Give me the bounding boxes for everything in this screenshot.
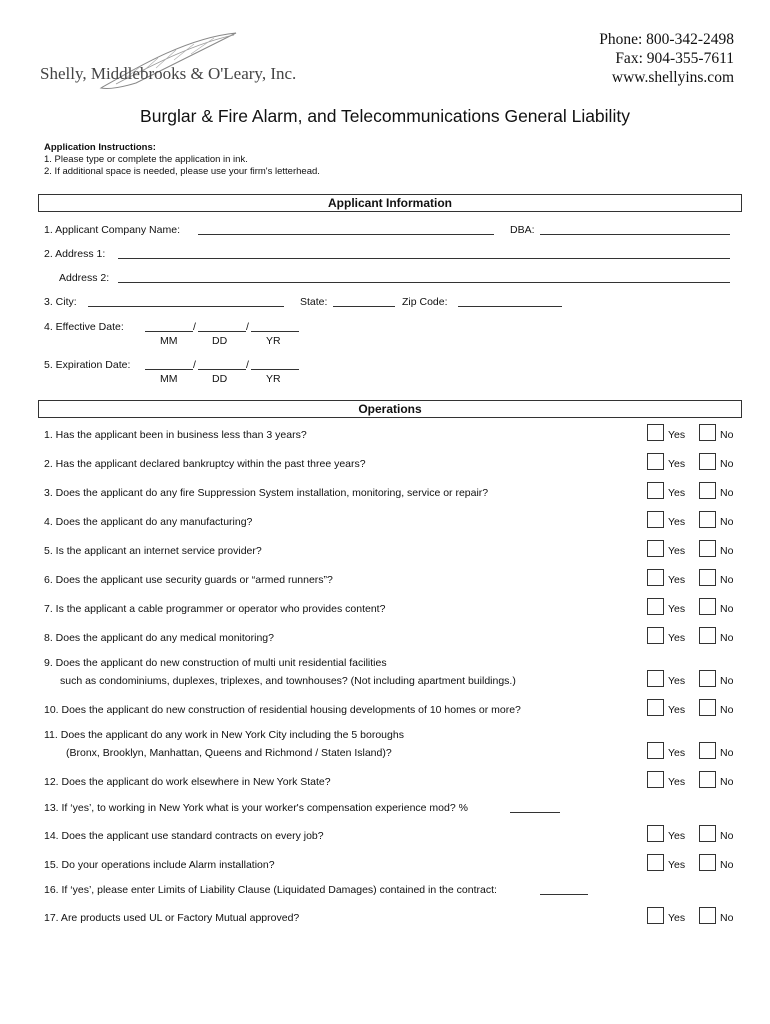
expiration-dd-field[interactable] bbox=[198, 369, 246, 370]
effective-yr-field[interactable] bbox=[251, 331, 299, 332]
website: www.shellyins.com bbox=[611, 69, 734, 86]
fax-number: Fax: 904-355-7611 bbox=[615, 50, 734, 67]
question-12: 12. Does the applicant do work elsewhere in New York State? bbox=[44, 776, 331, 788]
q5-no-checkbox[interactable] bbox=[699, 540, 716, 557]
q9-no-checkbox[interactable] bbox=[699, 670, 716, 687]
no-label: No bbox=[720, 859, 734, 871]
yes-label: Yes bbox=[668, 458, 686, 470]
company-name-field[interactable] bbox=[198, 234, 494, 235]
q7-yes-checkbox[interactable] bbox=[647, 598, 664, 615]
question-13: 13. If ‘yes’, to working in New York what is your worker's compensation experience mod? % bbox=[44, 802, 468, 814]
q4-yes-checkbox[interactable] bbox=[647, 511, 664, 528]
q3-yes-checkbox[interactable] bbox=[647, 482, 664, 499]
question-6: 6. Does the applicant use security guards or “armed runners”? bbox=[44, 574, 333, 586]
question-15: 15. Do your operations include Alarm installation? bbox=[44, 859, 275, 871]
liquidated-damages-field[interactable] bbox=[540, 894, 588, 895]
address1-field[interactable] bbox=[118, 258, 730, 259]
company-name-label: 1. Applicant Company Name: bbox=[44, 224, 180, 236]
effective-mm-field[interactable] bbox=[145, 331, 193, 332]
question-4: 4. Does the applicant do any manufacturing? bbox=[44, 516, 253, 528]
instructions bbox=[44, 142, 320, 178]
applicant-section-header: Applicant Information bbox=[38, 194, 742, 212]
mm-caption: MM bbox=[160, 335, 178, 347]
q15-yes-checkbox[interactable] bbox=[647, 854, 664, 871]
yes-label: Yes bbox=[668, 632, 686, 644]
zip-label: Zip Code: bbox=[402, 296, 448, 308]
q6-yes-checkbox[interactable] bbox=[647, 569, 664, 586]
date-separator: / bbox=[246, 359, 249, 371]
yes-label: Yes bbox=[668, 747, 686, 759]
effective-date-label: 4. Effective Date: bbox=[44, 321, 124, 333]
yes-label: Yes bbox=[668, 912, 686, 924]
company-name: Shelly, Middlebrooks & O'Leary, Inc. bbox=[40, 64, 297, 83]
yes-label: Yes bbox=[668, 830, 686, 842]
q10-no-checkbox[interactable] bbox=[699, 699, 716, 716]
dd-caption: DD bbox=[212, 335, 228, 347]
question-9-continued: such as condominiums, duplexes, triplexes, and townhouses? (Not including apartment buildings.) bbox=[60, 675, 516, 687]
no-label: No bbox=[720, 632, 734, 644]
q2-no-checkbox[interactable] bbox=[699, 453, 716, 470]
q3-no-checkbox[interactable] bbox=[699, 482, 716, 499]
dd-caption: DD bbox=[212, 373, 228, 385]
feather-logo-icon bbox=[96, 28, 246, 98]
yes-label: Yes bbox=[668, 545, 686, 557]
q10-yes-checkbox[interactable] bbox=[647, 699, 664, 716]
yr-caption: YR bbox=[266, 335, 281, 347]
question-7: 7. Is the applicant a cable programmer or operator who provides content? bbox=[44, 603, 386, 615]
yes-label: Yes bbox=[668, 487, 686, 499]
question-11-continued: (Bronx, Brooklyn, Manhattan, Queens and Richmond / Staten Island)? bbox=[66, 747, 392, 759]
q8-yes-checkbox[interactable] bbox=[647, 627, 664, 644]
q12-yes-checkbox[interactable] bbox=[647, 771, 664, 788]
address2-field[interactable] bbox=[118, 282, 730, 283]
question-10: 10. Does the applicant do new construction of residential housing developments of 10 homes or more? bbox=[44, 704, 521, 716]
q4-no-checkbox[interactable] bbox=[699, 511, 716, 528]
no-label: No bbox=[720, 574, 734, 586]
expiration-yr-field[interactable] bbox=[251, 369, 299, 370]
q7-no-checkbox[interactable] bbox=[699, 598, 716, 615]
dba-label: DBA: bbox=[510, 224, 535, 236]
state-field[interactable] bbox=[333, 306, 395, 307]
q12-no-checkbox[interactable] bbox=[699, 771, 716, 788]
q2-yes-checkbox[interactable] bbox=[647, 453, 664, 470]
instruction-1: 1. Please type or complete the application in ink. bbox=[44, 154, 248, 165]
dba-field[interactable] bbox=[540, 234, 730, 235]
no-label: No bbox=[720, 675, 734, 687]
q11-no-checkbox[interactable] bbox=[699, 742, 716, 759]
expiration-date-label: 5. Expiration Date: bbox=[44, 359, 131, 371]
zip-field[interactable] bbox=[458, 306, 562, 307]
yes-label: Yes bbox=[668, 603, 686, 615]
question-16: 16. If ‘yes’, please enter Limits of Liability Clause (Liquidated Damages) contained in the contract: bbox=[44, 884, 497, 896]
contact-block bbox=[599, 30, 734, 87]
no-label: No bbox=[720, 516, 734, 528]
question-3: 3. Does the applicant do any fire Suppression System installation, monitoring, service or repair? bbox=[44, 487, 489, 499]
form-title: Burglar & Fire Alarm, and Telecommunications General Liability bbox=[140, 106, 630, 126]
city-field[interactable] bbox=[88, 306, 284, 307]
yr-caption: YR bbox=[266, 373, 281, 385]
yes-label: Yes bbox=[668, 429, 686, 441]
q1-yes-checkbox[interactable] bbox=[647, 424, 664, 441]
q11-yes-checkbox[interactable] bbox=[647, 742, 664, 759]
operations-section-header: Operations bbox=[38, 400, 742, 418]
instructions-heading: Application Instructions: bbox=[44, 142, 156, 153]
no-label: No bbox=[720, 603, 734, 615]
no-label: No bbox=[720, 545, 734, 557]
q14-no-checkbox[interactable] bbox=[699, 825, 716, 842]
no-label: No bbox=[720, 912, 734, 924]
expiration-mm-field[interactable] bbox=[145, 369, 193, 370]
no-label: No bbox=[720, 830, 734, 842]
phone-number: Phone: 800-342-2498 bbox=[599, 31, 734, 48]
question-17: 17. Are products used UL or Factory Mutual approved? bbox=[44, 912, 300, 924]
question-9: 9. Does the applicant do new construction of multi unit residential facilities bbox=[44, 657, 387, 669]
question-8: 8. Does the applicant do any medical monitoring? bbox=[44, 632, 274, 644]
question-1: 1. Has the applicant been in business less than 3 years? bbox=[44, 429, 307, 441]
city-label: 3. City: bbox=[44, 296, 77, 308]
yes-label: Yes bbox=[668, 675, 686, 687]
mm-caption: MM bbox=[160, 373, 178, 385]
q6-no-checkbox[interactable] bbox=[699, 569, 716, 586]
question-14: 14. Does the applicant use standard contracts on every job? bbox=[44, 830, 324, 842]
q8-no-checkbox[interactable] bbox=[699, 627, 716, 644]
yes-label: Yes bbox=[668, 516, 686, 528]
address2-label: Address 2: bbox=[59, 272, 110, 284]
q17-no-checkbox[interactable] bbox=[699, 907, 716, 924]
yes-label: Yes bbox=[668, 704, 686, 716]
q5-yes-checkbox[interactable] bbox=[647, 540, 664, 557]
no-label: No bbox=[720, 704, 734, 716]
question-11: 11. Does the applicant do any work in New York City including the 5 boroughs bbox=[44, 729, 404, 741]
yes-label: Yes bbox=[668, 574, 686, 586]
no-label: No bbox=[720, 487, 734, 499]
address1-label: 2. Address 1: bbox=[44, 248, 106, 260]
experience-mod-field[interactable] bbox=[510, 812, 560, 813]
question-5: 5. Is the applicant an internet service provider? bbox=[44, 545, 262, 557]
state-label: State: bbox=[300, 296, 328, 308]
effective-dd-field[interactable] bbox=[198, 331, 246, 332]
no-label: No bbox=[720, 747, 734, 759]
q1-no-checkbox[interactable] bbox=[699, 424, 716, 441]
date-separator: / bbox=[246, 321, 249, 333]
yes-label: Yes bbox=[668, 776, 686, 788]
question-2: 2. Has the applicant declared bankruptcy within the past three years? bbox=[44, 458, 366, 470]
q9-yes-checkbox[interactable] bbox=[647, 670, 664, 687]
q15-no-checkbox[interactable] bbox=[699, 854, 716, 871]
no-label: No bbox=[720, 458, 734, 470]
no-label: No bbox=[720, 776, 734, 788]
date-separator: / bbox=[193, 359, 196, 371]
date-separator: / bbox=[193, 321, 196, 333]
q17-yes-checkbox[interactable] bbox=[647, 907, 664, 924]
instruction-2: 2. If additional space is needed, please use your firm's letterhead. bbox=[44, 166, 320, 177]
no-label: No bbox=[720, 429, 734, 441]
q14-yes-checkbox[interactable] bbox=[647, 825, 664, 842]
yes-label: Yes bbox=[668, 859, 686, 871]
